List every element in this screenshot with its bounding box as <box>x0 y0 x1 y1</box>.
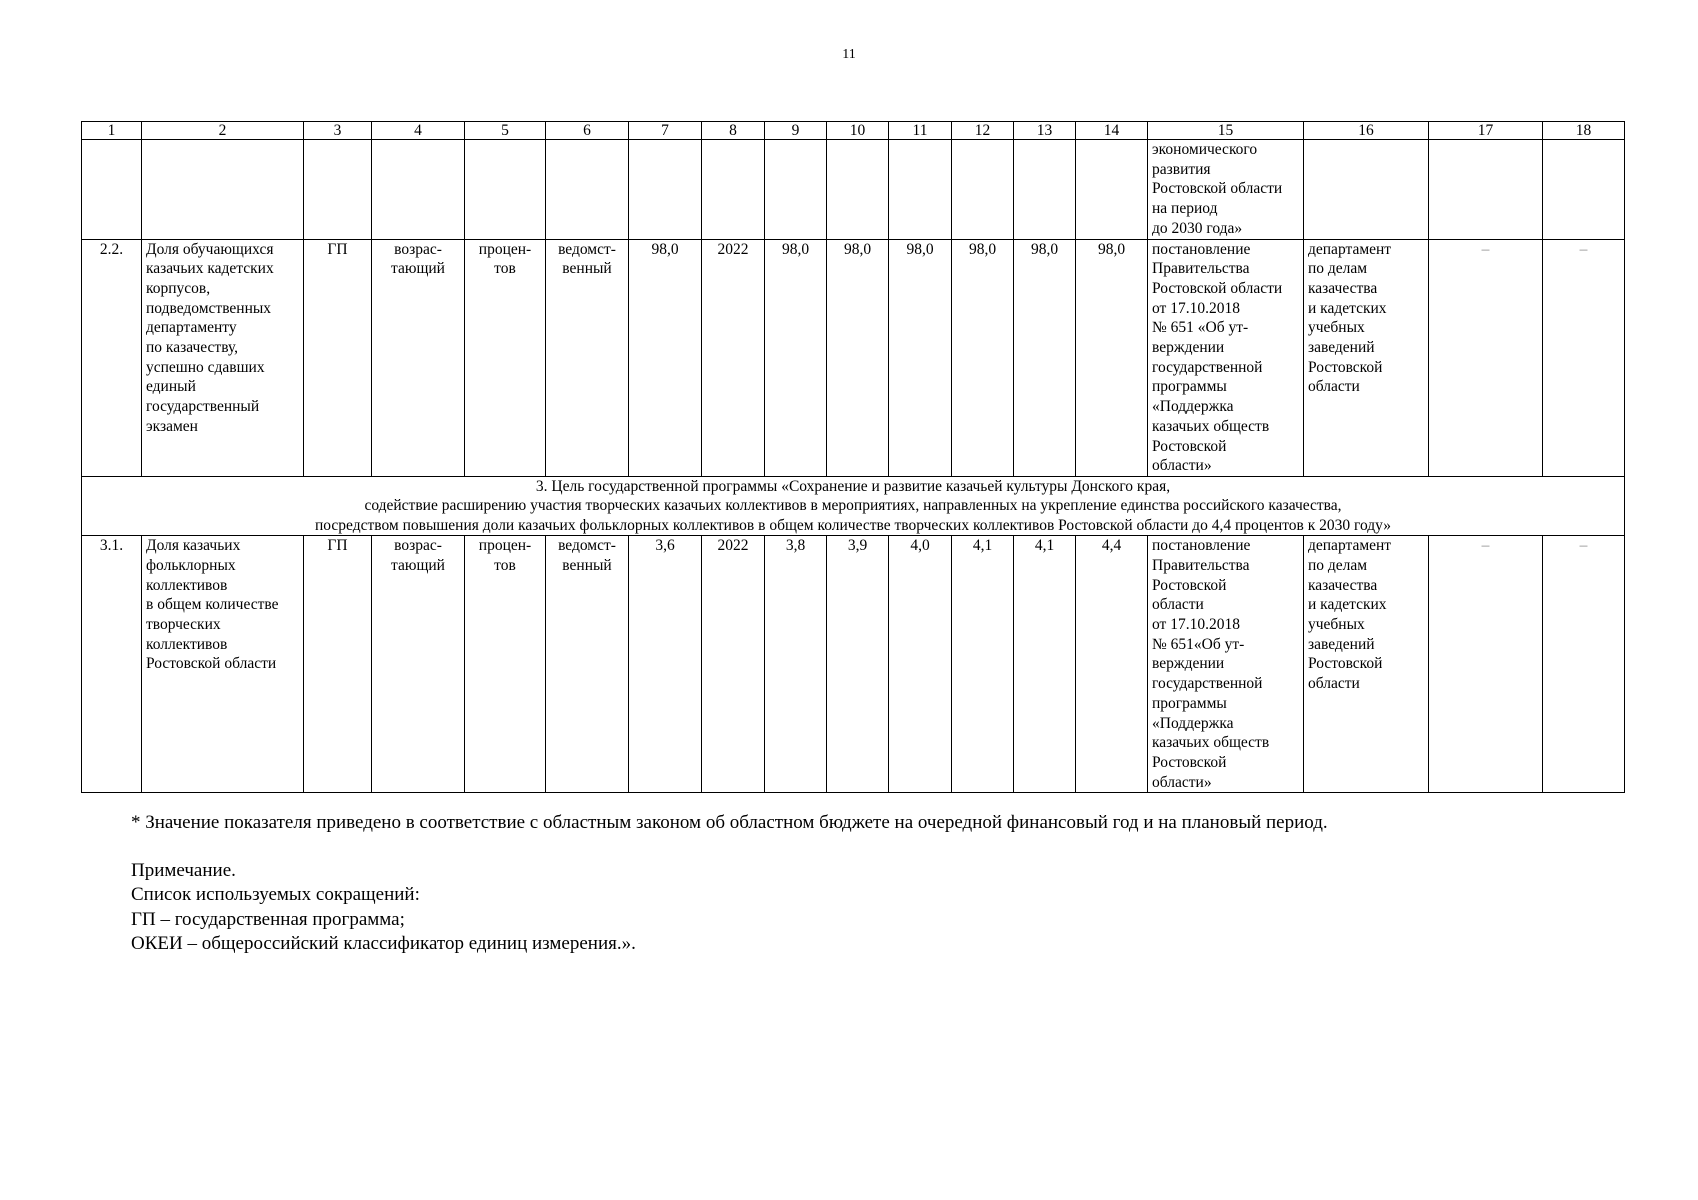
responsible-body: департамент по делам казачества и кадетских учебных заведений Ростовской области <box>1304 536 1429 793</box>
table-row-2-2 <box>82 239 1625 476</box>
responsible-body: департамент по делам казачества и кадетских учебных заведений Ростовской области <box>1304 239 1429 476</box>
goal-line-2: содействие расширению участия творческих казачьих коллективов в мероприятиях, направленных на укрепление единства российского казачества, <box>364 497 1342 515</box>
base-year: 2022 <box>702 536 765 793</box>
header-col-8: 8 <box>702 122 765 140</box>
indicator-trend: возрас- тающий <box>372 239 465 476</box>
header-col-7: 7 <box>629 122 702 140</box>
legal-basis: постановление Правительства Ростовской области от 17.10.2018 № 651 «Об ут- верждении государственной программы «Поддержка казачьих обществ Ростовской области» <box>1148 239 1304 476</box>
abbreviation-okei: ОКЕИ – общероссийский классификатор единиц измерения.». <box>131 932 636 954</box>
continued-legal-basis: экономического развития Ростовской области на период до 2030 года» <box>1148 140 1304 240</box>
header-col-13: 13 <box>1014 122 1076 140</box>
table-row-continued <box>82 140 1625 240</box>
value-col-9: 98,0 <box>765 239 827 476</box>
value-col-12: 4,1 <box>952 536 1014 793</box>
header-col-14: 14 <box>1076 122 1148 140</box>
value-col-14: 98,0 <box>1076 239 1148 476</box>
goal-text <box>82 476 1625 535</box>
row-number: 2.2. <box>82 239 142 476</box>
goal-line-1: 3. Цель государственной программы «Сохранение и развитие казачьей культуры Донского края, <box>535 477 1171 495</box>
col-18-value: – <box>1543 536 1625 793</box>
program-type: ГП <box>304 239 372 476</box>
header-col-3: 3 <box>304 122 372 140</box>
value-col-10: 3,9 <box>827 536 889 793</box>
header-col-10: 10 <box>827 122 889 140</box>
header-col-11: 11 <box>889 122 952 140</box>
goal-row <box>82 476 1625 535</box>
header-col-5: 5 <box>465 122 546 140</box>
footnote: * Значение показателя приведено в соответствие с областным законом об областном бюджете на очередной финансовый год и на плановый период. <box>131 812 1328 833</box>
value-col-13: 4,1 <box>1014 536 1076 793</box>
base-year: 2022 <box>702 239 765 476</box>
header-col-16: 16 <box>1304 122 1429 140</box>
indicator-name: Доля казачьих фольклорных коллективов в общем количестве творческих коллективов Ростовской области <box>142 536 304 793</box>
indicator-name: Доля обучающихся казачьих кадетских корпусов, подведомственных департаменту по казачеству, успешно сдавших единый государственный экзамен <box>142 239 304 476</box>
notes-heading: Примечание. <box>131 860 236 881</box>
table-header-row <box>82 122 1625 140</box>
indicator-type: ведомст- венный <box>546 536 629 793</box>
value-col-14: 4,4 <box>1076 536 1148 793</box>
base-value: 3,6 <box>629 536 702 793</box>
value-col-11: 98,0 <box>889 239 952 476</box>
value-col-9: 3,8 <box>765 536 827 793</box>
header-col-12: 12 <box>952 122 1014 140</box>
header-col-1: 1 <box>82 122 142 140</box>
value-col-10: 98,0 <box>827 239 889 476</box>
legal-basis: постановление Правительства Ростовской области от 17.10.2018 № 651«Об ут- верждении государственной программы «Поддержка казачьих обществ Ростовской области» <box>1148 536 1304 793</box>
header-col-4: 4 <box>372 122 465 140</box>
row-number: 3.1. <box>82 536 142 793</box>
indicator-trend: возрас- тающий <box>372 536 465 793</box>
page-number: 11 <box>842 47 856 62</box>
header-col-9: 9 <box>765 122 827 140</box>
col-17-value: – <box>1429 536 1543 793</box>
indicators-table <box>81 121 1625 793</box>
col-18-value: – <box>1543 239 1625 476</box>
unit-of-measure: процен- тов <box>465 536 546 793</box>
abbreviation-gp: ГП – государственная программа; <box>131 908 405 930</box>
base-value: 98,0 <box>629 239 702 476</box>
program-type: ГП <box>304 536 372 793</box>
goal-line-3: посредством повышения доли казачьих фольклорных коллективов в общем количестве творческих коллективов Ростовской области до 4,4 процентов к 2030 году» <box>314 516 1392 534</box>
col-17-value: – <box>1429 239 1543 476</box>
value-col-13: 98,0 <box>1014 239 1076 476</box>
header-col-15: 15 <box>1148 122 1304 140</box>
header-col-17: 17 <box>1429 122 1543 140</box>
value-col-11: 4,0 <box>889 536 952 793</box>
table-row-3-1 <box>82 536 1625 793</box>
header-col-18: 18 <box>1543 122 1625 140</box>
header-col-2: 2 <box>142 122 304 140</box>
notes-block <box>131 859 636 956</box>
abbreviations-title: Список используемых сокращений: <box>131 884 420 906</box>
header-col-6: 6 <box>546 122 629 140</box>
unit-of-measure: процен- тов <box>465 239 546 476</box>
indicator-type: ведомст- венный <box>546 239 629 476</box>
value-col-12: 98,0 <box>952 239 1014 476</box>
